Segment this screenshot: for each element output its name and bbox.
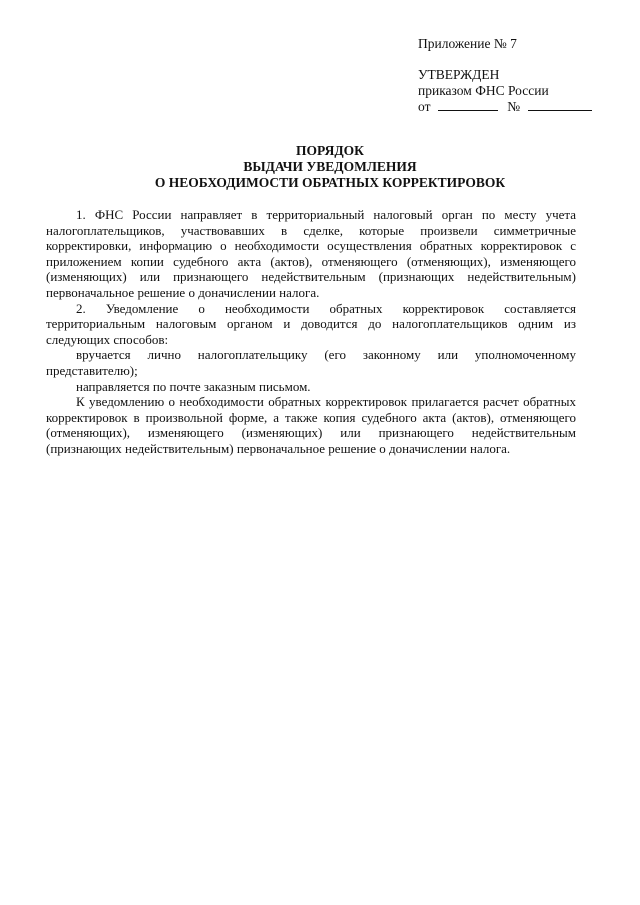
number-label: №	[507, 99, 521, 114]
document-title	[150, 143, 510, 191]
paragraph-3: вручается лично налогоплательщику (его законному или уполномоченному представителю);	[46, 347, 576, 378]
approved-label: УТВЕРЖДЕН	[418, 67, 500, 82]
paragraph-2: 2. Уведомление о необходимости обратных корректировок составляется территориальным налоговым органом и доводится до налогоплательщиков одним из следующих способов:	[46, 300, 576, 347]
order-reference: приказом ФНС России	[418, 83, 549, 98]
title-line-3: О НЕОБХОДИМОСТИ ОБРАТНЫХ КОРРЕКТИРОВОК	[154, 175, 506, 190]
order-date-number-line	[418, 99, 592, 115]
title-line-2: ВЫДАЧИ УВЕДОМЛЕНИЯ	[243, 159, 417, 174]
title-line-1: ПОРЯДОК	[296, 143, 364, 158]
paragraph-5: К уведомлению о необходимости обратных корректировок прилагается расчет обратных корректировок в произвольной форме, а также копия судебного акта (актов), отменяющего (отменяющих), изменяющего (изменяющих) или признающего недействительным (признающих недействительным) первоначальное решение о доначислении налога.	[46, 394, 576, 456]
paragraph-4: направляется по почте заказным письмом.	[76, 378, 311, 394]
appendix-number: Приложение № 7	[418, 36, 517, 51]
number-blank	[528, 99, 592, 111]
from-label: от	[418, 99, 431, 114]
paragraph-1: 1. ФНС России направляет в территориальный налоговый орган по месту учета налогоплательщиков, участвовавших в сделке, которые произвели симметричные корректировки, информацию о необходимости осуществления обратных корректировок с приложением копии судебного акта (актов), отменяющего (отменяющих), изменяющего (изменяющих) или признающего недействительным (признающих недействительным) первоначальное решение о доначислении налога.	[46, 207, 576, 300]
document-body	[46, 207, 576, 457]
date-blank	[438, 99, 498, 111]
approval-block	[418, 67, 592, 115]
